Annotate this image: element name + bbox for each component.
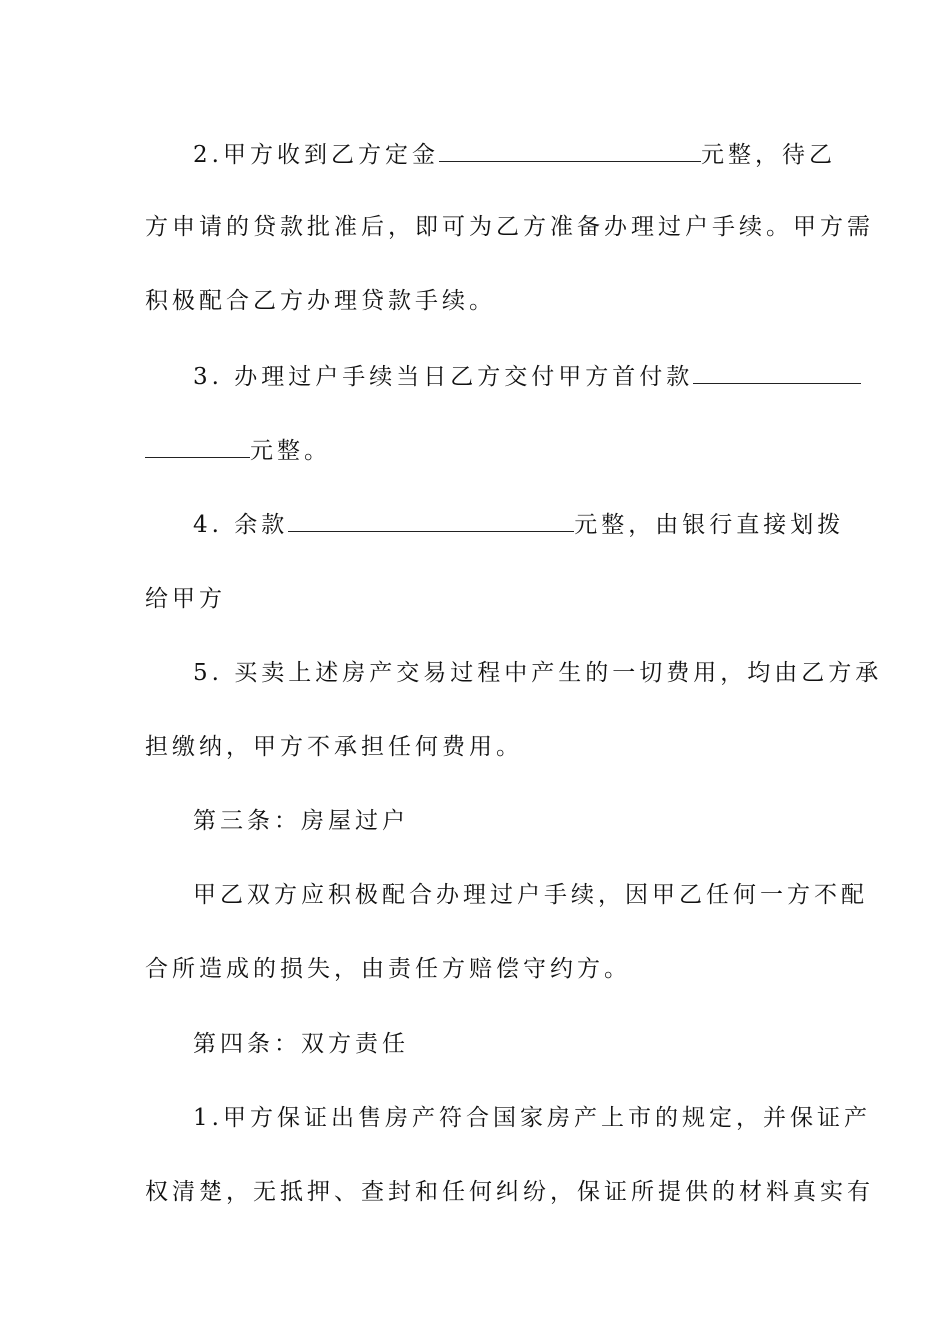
down-payment-blank-part-2 (145, 435, 250, 458)
clause-3-text-end: 元整。 (250, 438, 331, 464)
clause-4-text-before-blank: 4. 余款 (193, 512, 289, 538)
clause-4-text-after-blank: 元整，由银行直接划拨 (574, 512, 845, 538)
clause-5-line-1: 5. 买卖上述房产交易过程中产生的一切费用，均由乙方承 (193, 660, 883, 686)
article-4-clause-1-line-2: 权清楚，无抵押、查封和任何纠纷，保证所提供的材料真实有 (145, 1179, 874, 1205)
clause-2-line-2: 方申请的贷款批准后，即可为乙方准备办理过户手续。甲方需 (145, 214, 874, 240)
clause-2-text-after-blank: 元整，待乙 (700, 142, 836, 168)
clause-3-line-2 (145, 435, 331, 466)
deposit-amount-blank (439, 139, 701, 162)
clause-3-text-before-blank: 3. 办理过户手续当日乙方交付甲方首付款 (193, 364, 694, 390)
clause-2-text-before-blank: 2.甲方收到乙方定金 (193, 142, 439, 168)
clause-4-line-2: 给甲方 (145, 586, 226, 612)
clause-5-line-2: 担缴纳，甲方不承担任何费用。 (145, 734, 523, 760)
article-3-line-2: 合所造成的损失，由责任方赔偿守约方。 (145, 956, 631, 982)
down-payment-blank-part-1 (693, 361, 861, 384)
clause-3-line-1 (193, 361, 861, 392)
article-4-heading: 第四条：双方责任 (193, 1031, 409, 1057)
clause-2-line-3: 积极配合乙方办理贷款手续。 (145, 288, 496, 314)
clause-4-line-1 (193, 509, 844, 540)
article-4-clause-1-line-1: 1.甲方保证出售房产符合国家房产上市的规定，并保证产 (193, 1105, 871, 1131)
clause-2-line-1 (193, 139, 836, 170)
balance-amount-blank (288, 509, 574, 532)
article-3-heading: 第三条：房屋过户 (193, 808, 409, 834)
article-3-line-1: 甲乙双方应积极配合办理过户手续，因甲乙任何一方不配 (193, 882, 868, 908)
